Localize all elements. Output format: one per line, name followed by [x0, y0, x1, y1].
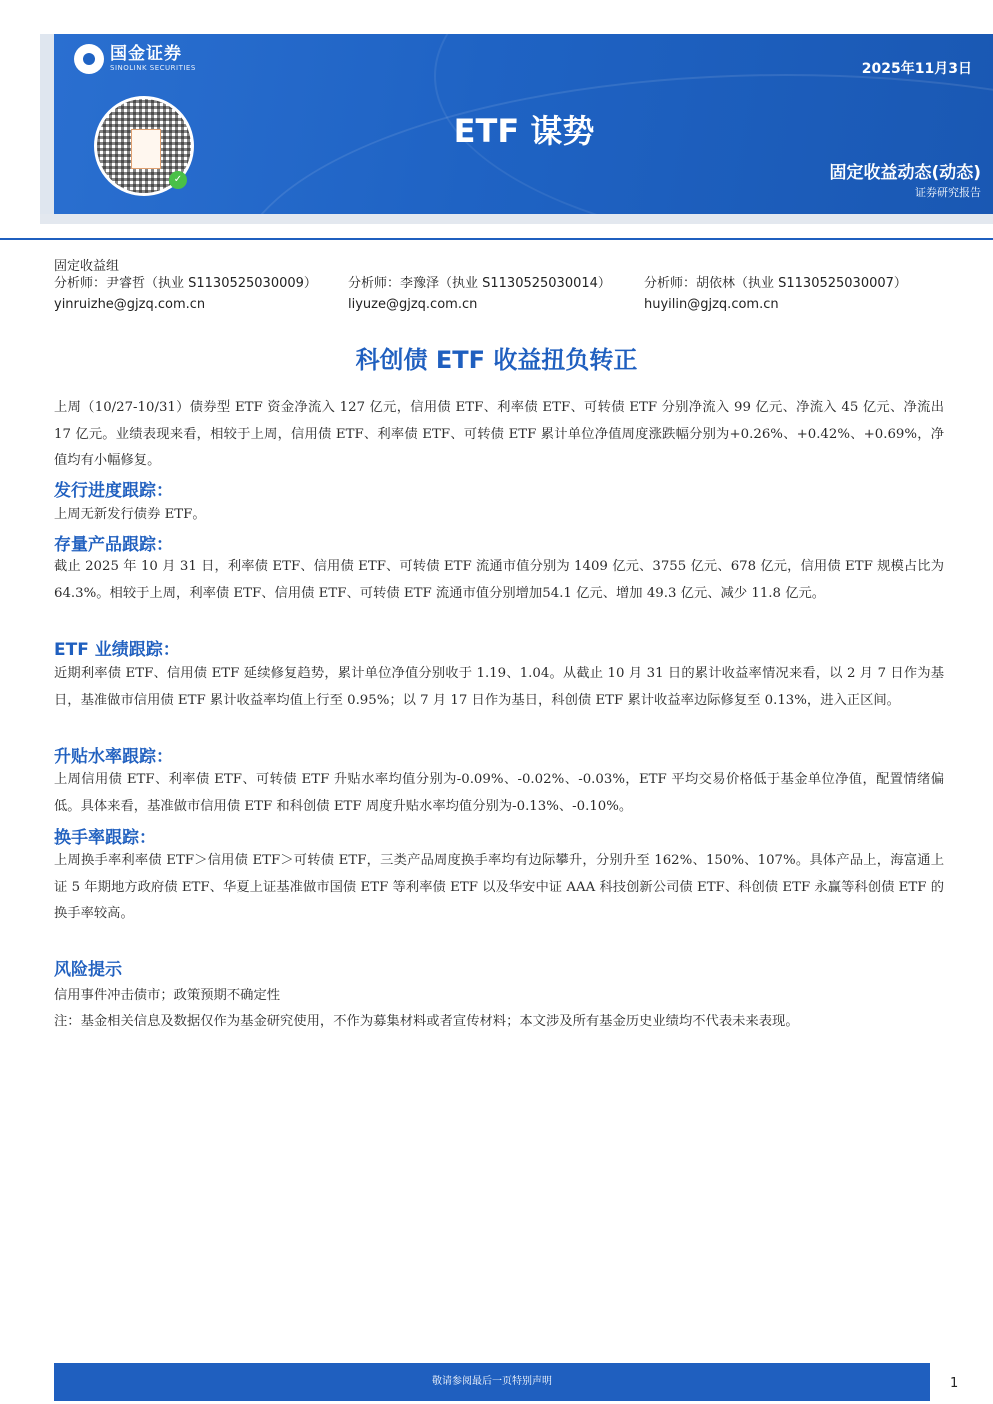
wechat-icon: ✓	[169, 171, 187, 189]
analyst-name: 分析师：尹睿哲（执业 S1130525030009）	[54, 276, 317, 291]
report-type: 证券研究报告	[915, 186, 981, 199]
disclaimer-note: 注：基金相关信息及数据仅作为基金研究使用，不作为募集材料或者宣传材料；本文涉及所有基金历史业绩均不代表未来表现。	[54, 1014, 799, 1029]
banner-shadow	[40, 34, 54, 224]
banner-divider	[40, 214, 993, 224]
section-body-performance: 近期利率债 ETF、信用债 ETF 延续修复趋势，累计单位净值分别收于 1.19、1.04。从截止 10 月 31 日的累计收益率情况来看，以 2 月 7 日作为基日，基准做市信用债 ETF 累计收益率均值上行至 0.95%；以 7 月 17 日作为基日，科创债 ETF 累计收益率边际修复至 0.13%，进入正区间。	[54, 666, 944, 708]
analyst-2	[348, 274, 611, 316]
section-body-premium: 上周信用债 ETF、利率债 ETF、可转债 ETF 升贴水率均值分别为-0.09%、-0.02%、-0.03%，ETF 平均交易价格低于基金单位净值，配置情绪偏低。具体来看，基准做市信用债 ETF 和科创债 ETF 周度升贴水率均值分别为-0.13%、-0.10%。	[54, 772, 944, 814]
analyst-name: 分析师：胡依林（执业 S1130525030007）	[644, 276, 907, 291]
footer-disclaimer: 敬请参阅最后一页特别声明	[432, 1376, 552, 1387]
logo-name-cn: 国金证券	[110, 44, 182, 64]
section-body-stock: 截止 2025 年 10 月 31 日，利率债 ETF、信用债 ETF、可转债 ETF 流通市值分别为 1409 亿元、3755 亿元、678 亿元，信用债 ETF 规模占比为 64.3%。相较于上周，利率债 ETF、信用债 ETF、可转债 ETF 流通市值分别增加54.1 亿元、增加 49.3 亿元、减少 11.8 亿元。	[54, 559, 944, 601]
logo-name-en: SINOLINK SECURITIES	[110, 64, 196, 72]
report-date: 2025年11月3日	[861, 61, 972, 77]
page-number: 1	[950, 1376, 959, 1391]
company-logo	[74, 44, 196, 74]
analyst-email[interactable]: huyilin@gjzq.com.cn	[644, 297, 779, 312]
qr-code-icon	[94, 96, 194, 196]
qr-center-logo	[131, 129, 161, 169]
logo-icon	[74, 44, 104, 74]
report-category: 固定收益动态(动态)	[829, 163, 981, 183]
analyst-email[interactable]: yinruizhe@gjzq.com.cn	[54, 297, 206, 312]
analyst-1	[54, 274, 317, 316]
section-title-premium: 升贴水率跟踪：	[54, 747, 173, 767]
report-headline: 科创债 ETF 收益扭负转正	[355, 346, 638, 374]
section-title-risk: 风险提示	[54, 960, 122, 980]
section-title-performance: ETF 业绩跟踪：	[54, 640, 180, 660]
header-rule	[0, 238, 993, 240]
section-body-risk: 信用事件冲击债市；政策预期不确定性	[54, 988, 281, 1003]
section-title-issuance: 发行进度跟踪：	[54, 481, 173, 501]
report-banner	[54, 34, 993, 214]
analyst-name: 分析师：李豫泽（执业 S1130525030014）	[348, 276, 611, 291]
section-body-issuance: 上周无新发行债券 ETF。	[54, 507, 206, 522]
section-title-turnover: 换手率跟踪：	[54, 828, 156, 848]
section-body-turnover: 上周换手率利率债 ETF＞信用债 ETF＞可转债 ETF，三类产品周度换手率均有边际攀升，分别升至 162%、150%、107%。具体产品上，海富通上证 5 年期地方政府债 ETF、华夏上证基准做市国债 ETF 等利率债 ETF 以及华安中证 AAA 科技创新公司债 ETF、科创债 ETF 永赢等科创债 ETF 的换手率较高。	[54, 853, 944, 921]
team-name: 固定收益组	[54, 259, 120, 274]
analyst-email[interactable]: liyuze@gjzq.com.cn	[348, 297, 478, 312]
summary-paragraph: 上周（10/27-10/31）债券型 ETF 资金净流入 127 亿元，信用债 ETF、利率债 ETF、可转债 ETF 分别净流入 99 亿元、净流入 45 亿元、净流出 17 亿元。业绩表现来看，相较于上周，信用债 ETF、利率债 ETF、可转债 ETF 累计单位净值周度涨跌幅分别为+0.26%、+0.42%、+0.69%，净值均有小幅修复。	[54, 400, 944, 468]
report-series-title: ETF 谋势	[453, 112, 595, 150]
analyst-3	[644, 274, 907, 316]
section-title-stock: 存量产品跟踪：	[54, 535, 173, 555]
